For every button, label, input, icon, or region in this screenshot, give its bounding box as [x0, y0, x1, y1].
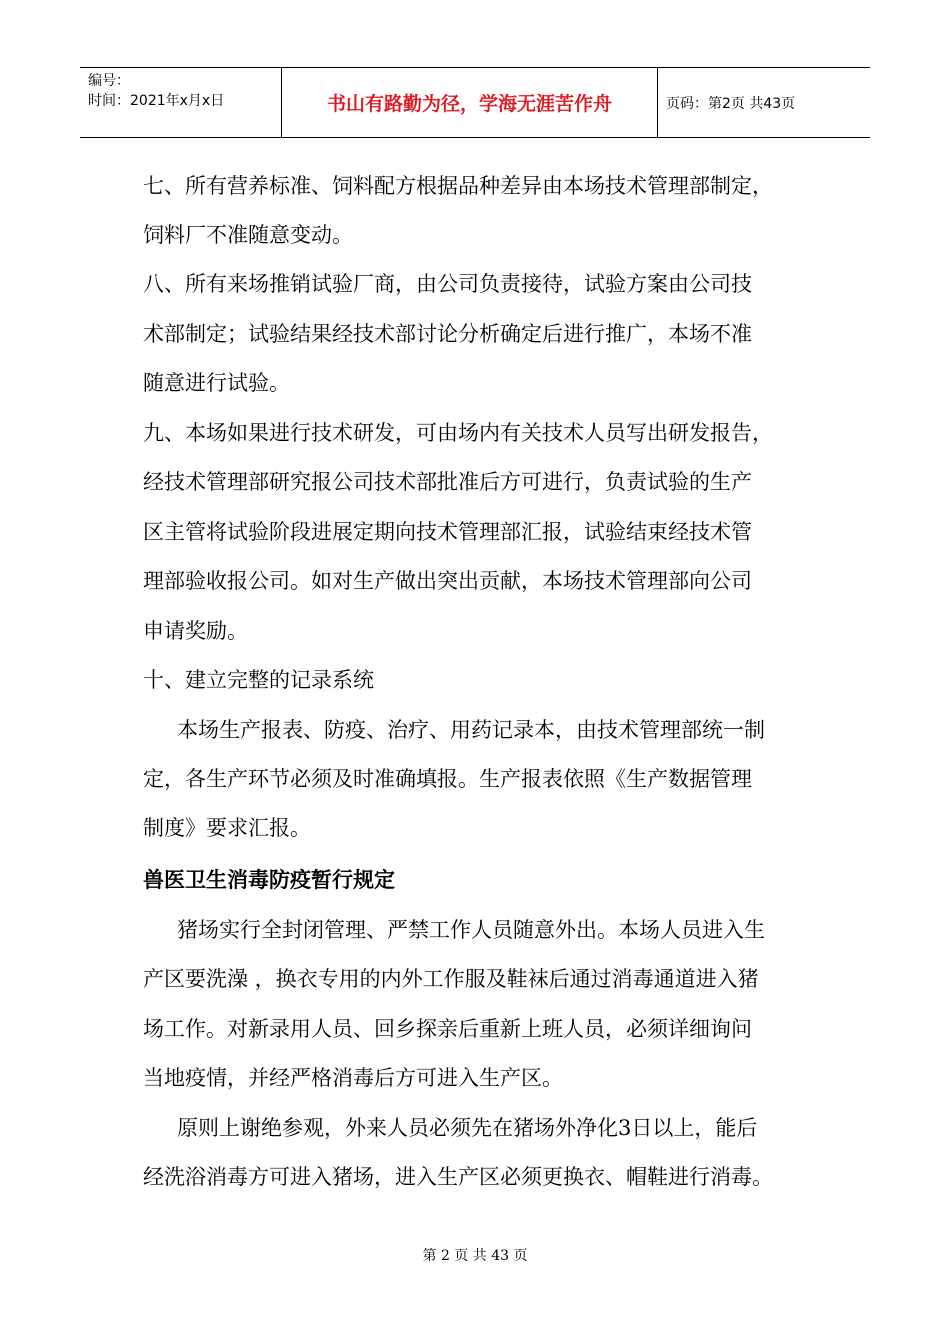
paragraph-line: 原则上谢绝参观，外来人员必须先在猪场外净化3日以上，能后: [177, 1116, 758, 1140]
paragraph-line: 八、所有来场推销试验厂商，由公司负责接待，试验方案由公司技: [143, 272, 752, 296]
header-motto-cell: [282, 68, 658, 137]
paragraph-line: 制度》要求汇报。: [143, 816, 311, 840]
paragraph-line: 猪场实行全封闭管理、严禁工作人员随意外出。本场人员进入生: [177, 918, 765, 942]
section-heading: 十、建立完整的记录系统: [143, 668, 374, 692]
paragraph-line: 申请奖励。: [143, 619, 248, 643]
document-header: [80, 67, 870, 138]
header-info-cell: [80, 68, 282, 137]
header-page-info: 页码：第2页 共43页: [666, 96, 796, 112]
paragraph-line: 术部制定；试验结果经技术部讨论分析确定后进行推广，本场不准: [143, 322, 752, 346]
regulation-title: 兽医卫生消毒防疫暂行规定: [143, 868, 395, 892]
document-date-label: 时间：2021年x月x日: [88, 93, 225, 109]
paragraph-line: 九、本场如果进行技术研发，可由场内有关技术人员写出研发报告，: [143, 421, 773, 445]
paragraph-line: 经技术管理部研究报公司技术部批准后方可进行，负责试验的生产: [143, 470, 752, 494]
page-footer: 第 2 页 共 43 页: [422, 1248, 528, 1264]
paragraph-line: 七、所有营养标准、饲料配方根据品种差异由本场技术管理部制定，: [143, 174, 773, 198]
paragraph-line: 本场生产报表、防疫、治疗、用药记录本，由技术管理部统一制: [177, 718, 765, 742]
paragraph-line: 随意进行试验。: [143, 371, 290, 395]
motto-text: 书山有路勤为径，学海无涯苦作舟: [326, 93, 612, 115]
paragraph-line: 产区要洗澡 ，换衣专用的内外工作服及鞋袜后通过消毒通道进入猪: [143, 967, 759, 991]
paragraph-line: 理部验收报公司。如对生产做出突出贡献，本场技术管理部向公司: [143, 569, 752, 593]
paragraph-line: 饲料厂不准随意变动。: [143, 223, 353, 247]
paragraph-line: 经洗浴消毒方可进入猪场，进入生产区必须更换衣、帽鞋进行消毒。: [143, 1165, 773, 1189]
header-page-cell: [658, 68, 870, 137]
paragraph-line: 当地疫情，并经严格消毒后方可进入生产区。: [143, 1066, 563, 1090]
document-code-label: 编号：: [88, 73, 130, 89]
paragraph-line: 场工作。对新录用人员、回乡探亲后重新上班人员，必须详细询问: [143, 1017, 752, 1041]
paragraph-line: 区主管将试验阶段进展定期向技术管理部汇报，试验结束经技术管: [143, 520, 752, 544]
paragraph-line: 定，各生产环节必须及时准确填报。生产报表依照《生产数据管理: [143, 767, 752, 791]
